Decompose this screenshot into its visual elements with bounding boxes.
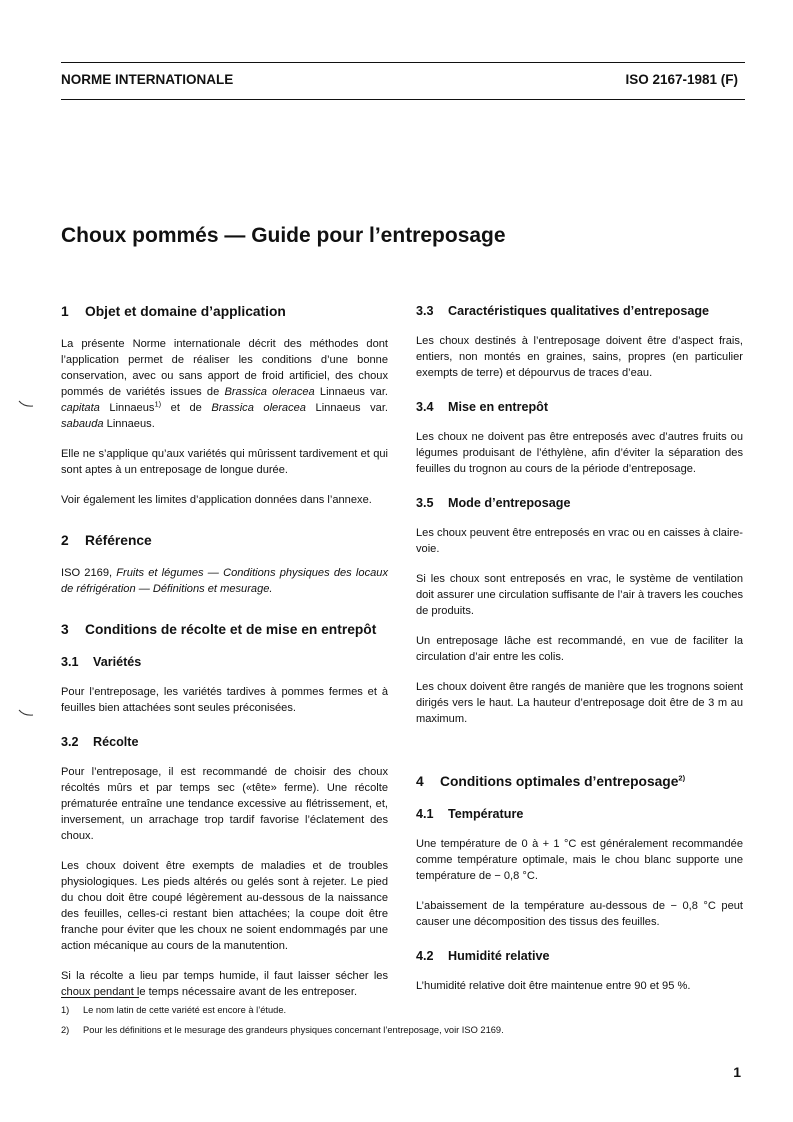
section-3-2-paragraph: Pour l’entreposage, il est recommandé de choisir des choux récoltés mûrs et par temps sec («tête» ferme). Une récolte prématurée entraîne une tendance excessive au flétrissement, et, inversement, un arrachage trop tardif favorise l’éclatement des choux.: [61, 766, 388, 842]
section-2-paragraph: ISO 2169, Fruits et légumes — Conditions physiques des locaux de réfrigération — Définitions et mesurage.: [61, 567, 388, 595]
section-1-heading: 1 Objet et domaine d’application: [61, 304, 286, 319]
right-column: [416, 303, 743, 1008]
header-standard-type: NORME INTERNATIONALE: [61, 72, 234, 87]
section-3-4-heading: 3.4 Mise en entrepôt: [416, 400, 549, 414]
section-3-3-heading: 3.3 Caractéristiques qualitatives d’entreposage: [416, 304, 710, 318]
section-3-5-paragraph: Les choux doivent être rangés de manière que les trognons soient dirigés vers le haut. La hauteur d’entreposage doit être de 3 m au maximum.: [416, 681, 743, 725]
section-3-5-paragraph: Un entreposage lâche est recommandé, en vue de faciliter la circulation d’air entre les colis.: [416, 635, 743, 663]
section-3-2-heading: 3.2 Récolte: [61, 735, 139, 749]
section-1-paragraph: Voir également les limites d’application données dans l’annexe.: [61, 494, 372, 506]
section-1-paragraph: Elle ne s’applique qu’aux variétés qui mûrissent tardivement et qui sont aptes à un entreposage de longue durée.: [61, 448, 388, 476]
footnote-1: 1) Le nom latin de cette variété est encore à l’étude.: [61, 1005, 287, 1015]
section-3-1-paragraph: Pour l’entreposage, les variétés tardives à pommes fermes et à feuilles bien attachées sont seules préconisées.: [61, 686, 388, 714]
section-1-paragraph: La présente Norme internationale décrit des méthodes dont l’application permet de réaliser les conditions d’une bonne conservation, avec ou sans apport de froid artificiel, des choux pommés de variétés issues de Brassica oleracea Linnaeus var. capitata Linnaeus$^{1)}$ et de Brassica oleracea Linnaeus var. sabauda Linnaeus.: [61, 338, 388, 430]
page-number: 1: [733, 1064, 741, 1080]
footnote-ref-1: 1): [154, 399, 162, 409]
section-3-5-heading: 3.5 Mode d’entreposage: [416, 496, 571, 510]
footnote-rule: [61, 997, 139, 998]
section-3-5-paragraph: Les choux peuvent être entreposés en vrac ou en caisses à claire-voie.: [416, 527, 743, 555]
section-2-heading: 2 Référence: [61, 533, 152, 548]
section-4-heading: 4 Conditions optimales d’entreposage$^{2)}$: [416, 773, 686, 789]
footnote-ref-2: 2): [678, 773, 686, 783]
section-3-1-heading: 3.1 Variétés: [61, 655, 142, 669]
section-4-1-heading: 4.1 Température: [416, 807, 524, 821]
header-standard-number: ISO 2167-1981 (F): [625, 72, 738, 87]
section-3-2-paragraph: Si la récolte a lieu par temps humide, il faut laisser sécher les choux pendant le temps nécessaire avant de les entreposer.: [61, 970, 388, 998]
header-bottom-rule: [61, 99, 745, 100]
left-column: [61, 303, 388, 1014]
header-top-rule: [61, 62, 745, 63]
margin-revision-mark: [18, 400, 34, 408]
section-3-heading: 3 Conditions de récolte et de mise en entrepôt: [61, 622, 377, 637]
section-4-1-paragraph: L’abaissement de la température au-dessous de − 0,8 °C peut causer une décomposition des tissus des feuilles.: [416, 900, 743, 928]
margin-revision-mark: [18, 709, 34, 717]
section-3-5-paragraph: Si les choux sont entreposés en vrac, le système de ventilation doit assurer une circulation suffisante de l’air à travers les couches de produits.: [416, 573, 743, 617]
section-4-2-heading: 4.2 Humidité relative: [416, 949, 550, 963]
section-3-3-paragraph: Les choux destinés à l’entreposage doivent être d’aspect frais, entiers, non montés en graines, sains, propres (en particulier exempts de terre) et dépourvus de traces d’eau.: [416, 335, 743, 379]
section-4-2-paragraph: L’humidité relative doit être maintenue entre 90 et 95 %.: [416, 980, 691, 992]
section-3-2-paragraph: Les choux doivent être exempts de maladies et de troubles physiologiques. Les pieds altérés ou gelés sont à rejeter. Le pied du chou doit être coupé légèrement au-dessous de la naissance des feuilles, celles-ci restant bien attachées; la coupe doit être franche pour éviter que les choux ne soient endommagés par une action mécanique au cours de la manutention.: [61, 860, 388, 952]
section-4-1-paragraph: Une température de 0 à + 1 °C est généralement recommandée comme température optimale, mais le chou blanc supporte une température de − 0,8 °C.: [416, 838, 743, 882]
section-3-4-paragraph: Les choux ne doivent pas être entreposés avec d’autres fruits ou légumes produisant de l’éthylène, afin d’éviter la séparation des feuilles du trognon au cours de la période d’entreposage.: [416, 431, 743, 475]
footnote-2: 2) Pour les définitions et le mesurage des grandeurs physiques concernant l’entreposage, voir ISO 2169.: [61, 1025, 504, 1035]
document-title: Choux pommés — Guide pour l’entreposage: [61, 224, 506, 247]
